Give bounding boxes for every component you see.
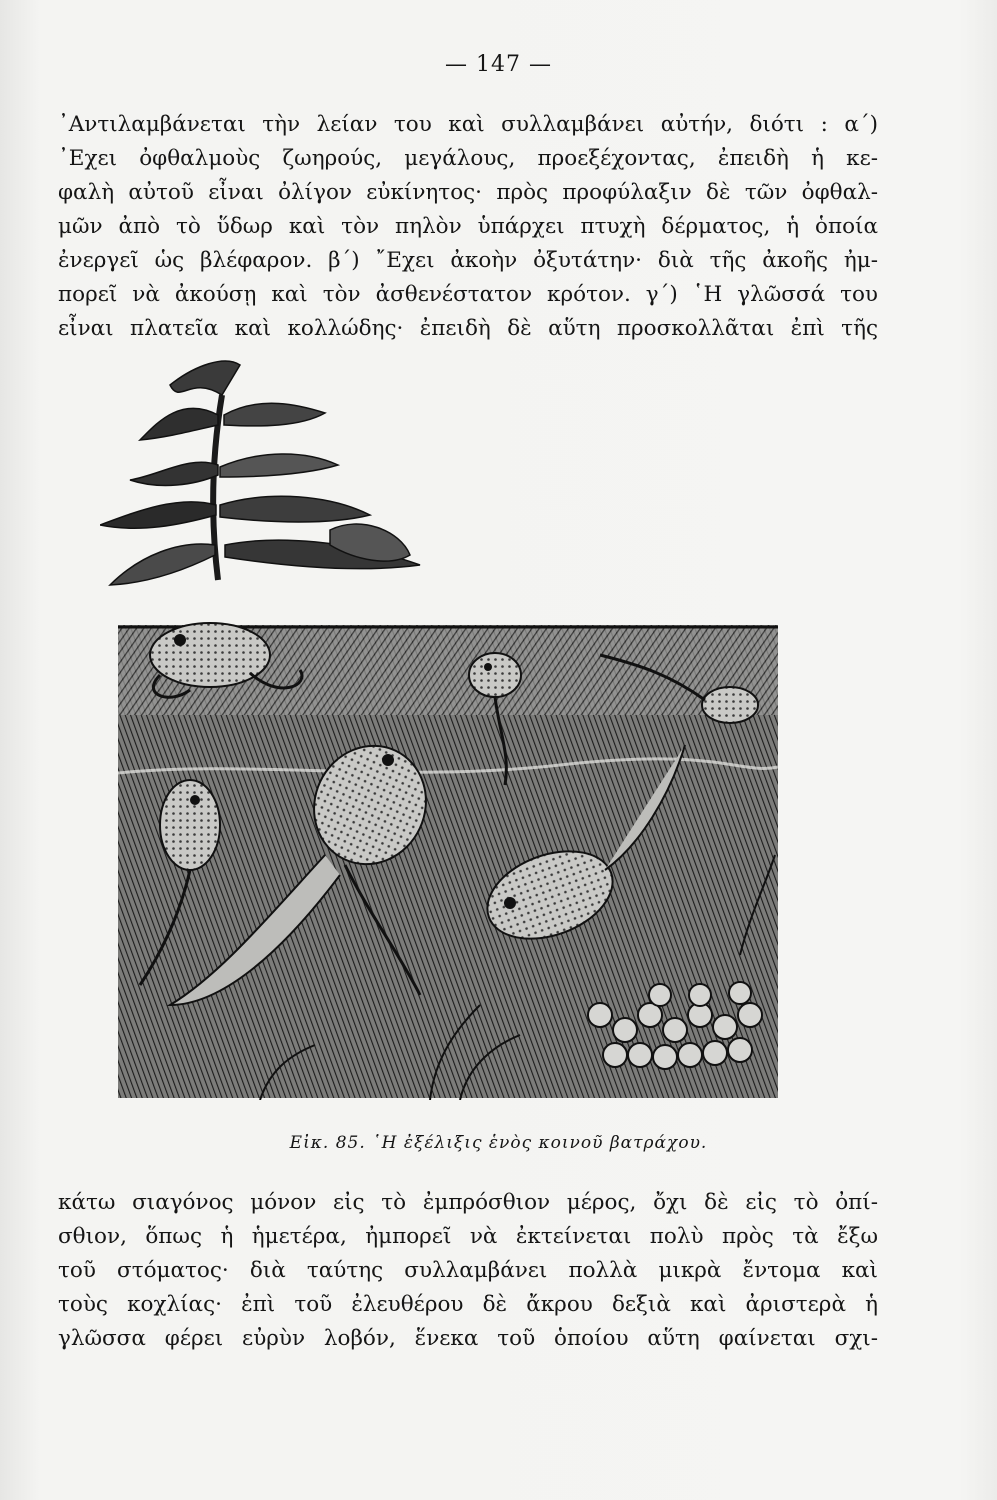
top-paragraph <box>58 108 878 346</box>
bottom-paragraph <box>58 1186 878 1356</box>
page-number: — 147 — <box>445 52 552 77</box>
text-line: τοῦ στόματος· διὰ ταύτης συλλαμβάνει πολλὰ μικρὰ ἔντομα καὶ <box>58 1258 878 1283</box>
text-line: πορεῖ νὰ ἀκούσῃ καὶ τὸν ἀσθενέστατον κρότον. γ΄) ῾Η γλῶσσά του <box>58 282 878 307</box>
text-line: τοὺς κοχλίας· ἐπὶ τοῦ ἐλευθέρου δὲ ἄκρου δεξιὰ καὶ ἀριστερὰ ἡ <box>58 1292 878 1317</box>
text-line: κάτω σιαγόνος μόνον εἰς τὸ ἐμπρόσθιον μέρος, ὄχι δὲ εἰς τὸ ὀπί- <box>58 1190 878 1215</box>
text-line: μῶν ἀπὸ τὸ ὕδωρ καὶ τὸν πηλὸν ὑπάρχει πτυχὴ δέρματος, ἡ ὁποία <box>58 214 878 239</box>
text-line: ᾿Εχει ὀφθαλμοὺς ζωηρούς, μεγάλους, προεξέχοντας, ἐπειδὴ ἡ κε- <box>58 146 878 171</box>
text-line: ἐνεργεῖ ὡς βλέφαρον. β΄) ῎Εχει ἀκοὴν ὀξυτάτην· διὰ τῆς ἀκοῆς ἠμ- <box>58 248 878 273</box>
figure-caption: Εἰκ. 85. ῾Η ἐξέλιξις ἑνὸς κοινοῦ βατράχου. <box>289 1133 708 1153</box>
text-line: εἶναι πλατεῖα καὶ κολλώδης· ἐπειδὴ δὲ αὕτη προσκολλᾶται ἐπὶ τῆς <box>58 316 878 341</box>
text-line: γλῶσσα φέρει εὐρὺν λοβόν, ἕνεκα τοῦ ὁποίου αὕτη φαίνεται σχι- <box>58 1326 878 1351</box>
text-line: φαλὴ αὐτοῦ εἶναι ὀλίγον εὐκίνητος· πρὸς προφύλαξιν δὲ τῶν ὀφθαλ- <box>58 180 878 205</box>
text-line: σθιον, ὅπως ἡ ἡμετέρα, ἠμπορεῖ νὰ ἐκτείνεται πολὺ πρὸς τὰ ἔξω <box>58 1224 878 1249</box>
text-line: ᾿Αντιλαμβάνεται τὴν λείαν του καὶ συλλαμβάνει αὐτήν, διότι : α΄) <box>58 112 878 137</box>
frog-development-illustration <box>100 355 780 1100</box>
water-plant <box>100 361 420 585</box>
